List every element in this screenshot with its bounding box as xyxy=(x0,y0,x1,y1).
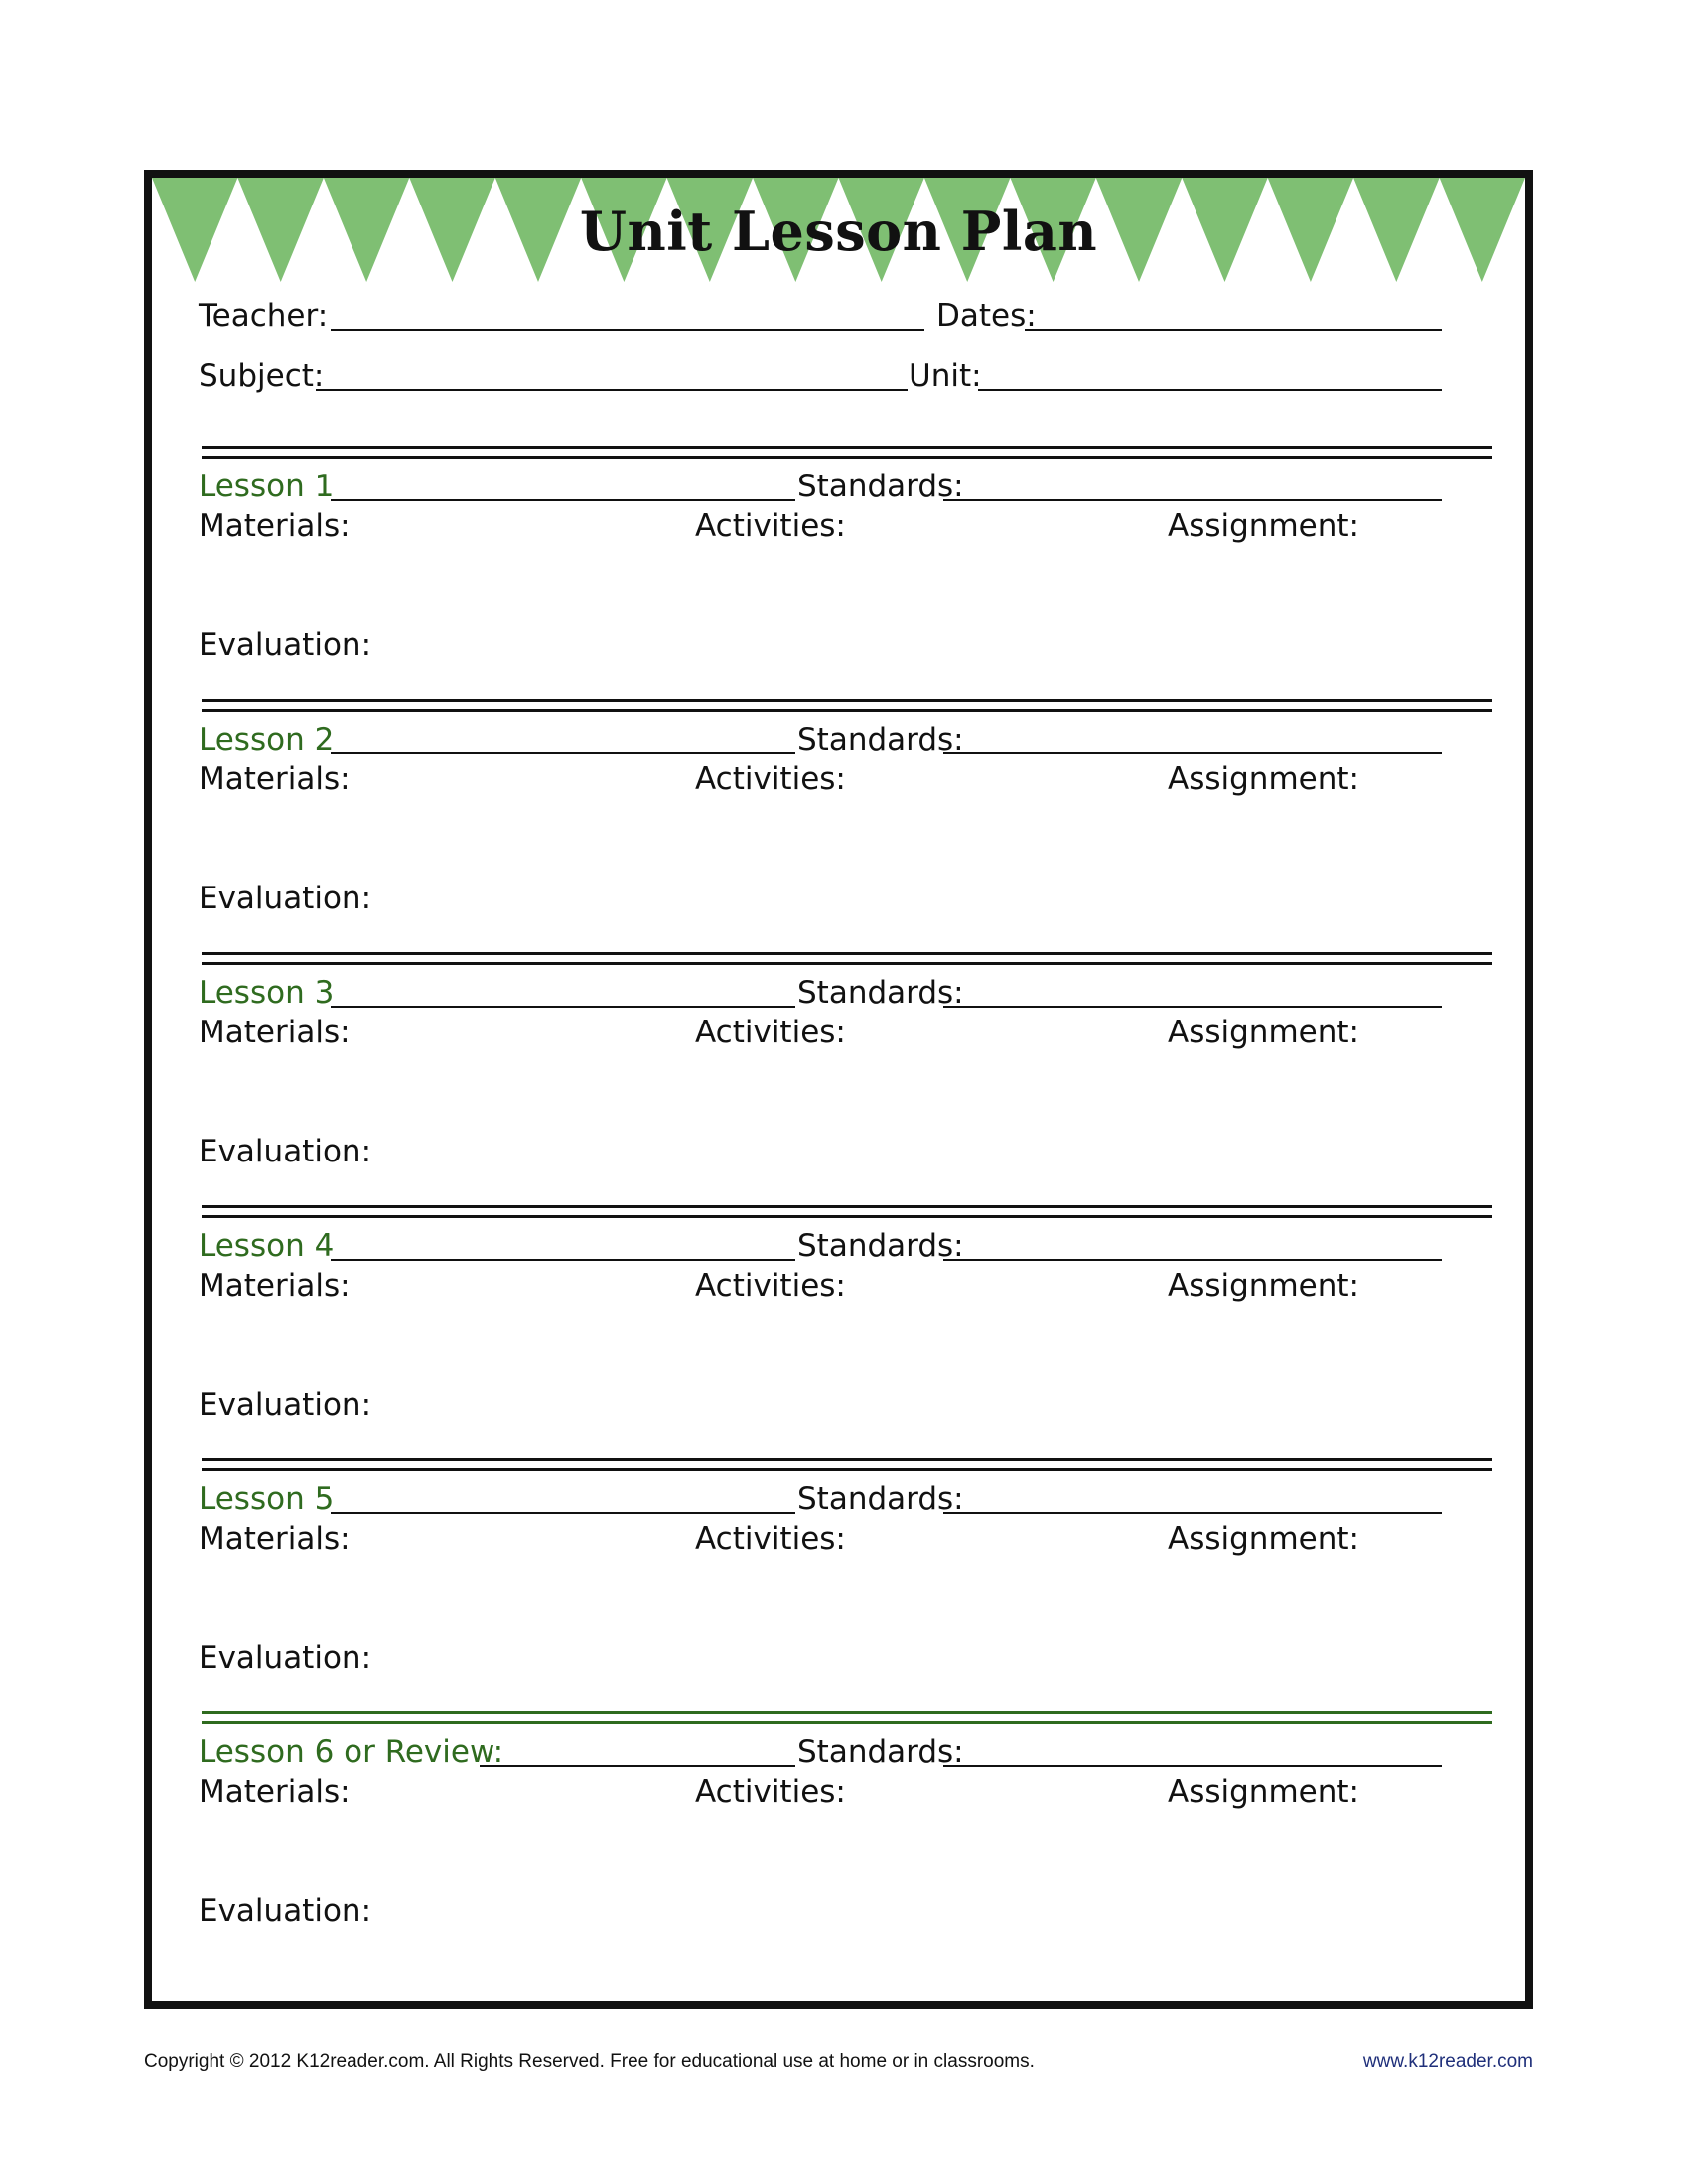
standards-blank[interactable] xyxy=(943,499,1442,501)
materials-label: Materials: xyxy=(199,1774,351,1810)
assignment-label: Assignment: xyxy=(1168,761,1359,797)
activities-label: Activities: xyxy=(695,508,846,544)
standards-blank[interactable] xyxy=(943,1512,1442,1514)
dates-blank[interactable] xyxy=(1025,329,1442,331)
unit-label: Unit: xyxy=(909,358,982,394)
standards-blank[interactable] xyxy=(943,1006,1442,1008)
lesson-title-blank[interactable] xyxy=(331,1512,795,1514)
materials-label: Materials: xyxy=(199,1521,351,1557)
section-divider xyxy=(202,699,1492,712)
activities-label: Activities: xyxy=(695,1774,846,1810)
lesson-label: Lesson 1 xyxy=(199,469,335,504)
activities-label: Activities: xyxy=(695,1521,846,1557)
standards-label: Standards: xyxy=(797,975,964,1011)
section-divider xyxy=(202,1458,1492,1471)
teacher-label: Teacher: xyxy=(199,298,329,334)
evaluation-label: Evaluation: xyxy=(199,1893,372,1929)
materials-label: Materials: xyxy=(199,761,351,797)
subject-label: Subject: xyxy=(199,358,325,394)
evaluation-label: Evaluation: xyxy=(199,1640,372,1676)
lesson-title-blank[interactable] xyxy=(331,1259,795,1261)
unit-blank[interactable] xyxy=(978,389,1442,391)
standards-label: Standards: xyxy=(797,722,964,757)
section-divider xyxy=(202,952,1492,965)
section-divider xyxy=(202,1205,1492,1218)
teacher-blank[interactable] xyxy=(331,329,924,331)
assignment-label: Assignment: xyxy=(1168,1015,1359,1050)
assignment-label: Assignment: xyxy=(1168,508,1359,544)
materials-label: Materials: xyxy=(199,1015,351,1050)
standards-label: Standards: xyxy=(797,1228,964,1264)
standards-label: Standards: xyxy=(797,1734,964,1770)
lesson-label: Lesson 6 or Review: xyxy=(199,1734,504,1770)
standards-label: Standards: xyxy=(797,469,964,504)
lesson-title-blank[interactable] xyxy=(331,752,795,754)
lesson-plan-frame xyxy=(144,170,1533,2009)
page-title: Unit Lesson Plan xyxy=(579,200,1098,263)
activities-label: Activities: xyxy=(695,761,846,797)
assignment-label: Assignment: xyxy=(1168,1521,1359,1557)
section-divider xyxy=(202,446,1492,459)
dates-label: Dates: xyxy=(936,298,1037,334)
evaluation-label: Evaluation: xyxy=(199,627,372,663)
lesson-title-blank[interactable] xyxy=(331,1006,795,1008)
materials-label: Materials: xyxy=(199,508,351,544)
evaluation-label: Evaluation: xyxy=(199,1134,372,1169)
activities-label: Activities: xyxy=(695,1015,846,1050)
materials-label: Materials: xyxy=(199,1268,351,1303)
standards-blank[interactable] xyxy=(943,1765,1442,1767)
lesson-title-blank[interactable] xyxy=(480,1765,795,1767)
activities-label: Activities: xyxy=(695,1268,846,1303)
assignment-label: Assignment: xyxy=(1168,1774,1359,1810)
standards-blank[interactable] xyxy=(943,752,1442,754)
standards-label: Standards: xyxy=(797,1481,964,1517)
copyright-text: Copyright © 2012 K12reader.com. All Rights Reserved. Free for educational use at home or in classrooms. xyxy=(144,2051,1035,2072)
lesson-label: Lesson 2 xyxy=(199,722,335,757)
evaluation-label: Evaluation: xyxy=(199,1387,372,1423)
lesson-label: Lesson 5 xyxy=(199,1481,335,1517)
subject-blank[interactable] xyxy=(316,389,908,391)
website-link[interactable]: www.k12reader.com xyxy=(1362,2051,1533,2072)
assignment-label: Assignment: xyxy=(1168,1268,1359,1303)
lesson-title-blank[interactable] xyxy=(331,499,795,501)
standards-blank[interactable] xyxy=(943,1259,1442,1261)
lesson-label: Lesson 4 xyxy=(199,1228,335,1264)
section-divider xyxy=(202,1711,1492,1724)
lesson-label: Lesson 3 xyxy=(199,975,335,1011)
evaluation-label: Evaluation: xyxy=(199,881,372,916)
